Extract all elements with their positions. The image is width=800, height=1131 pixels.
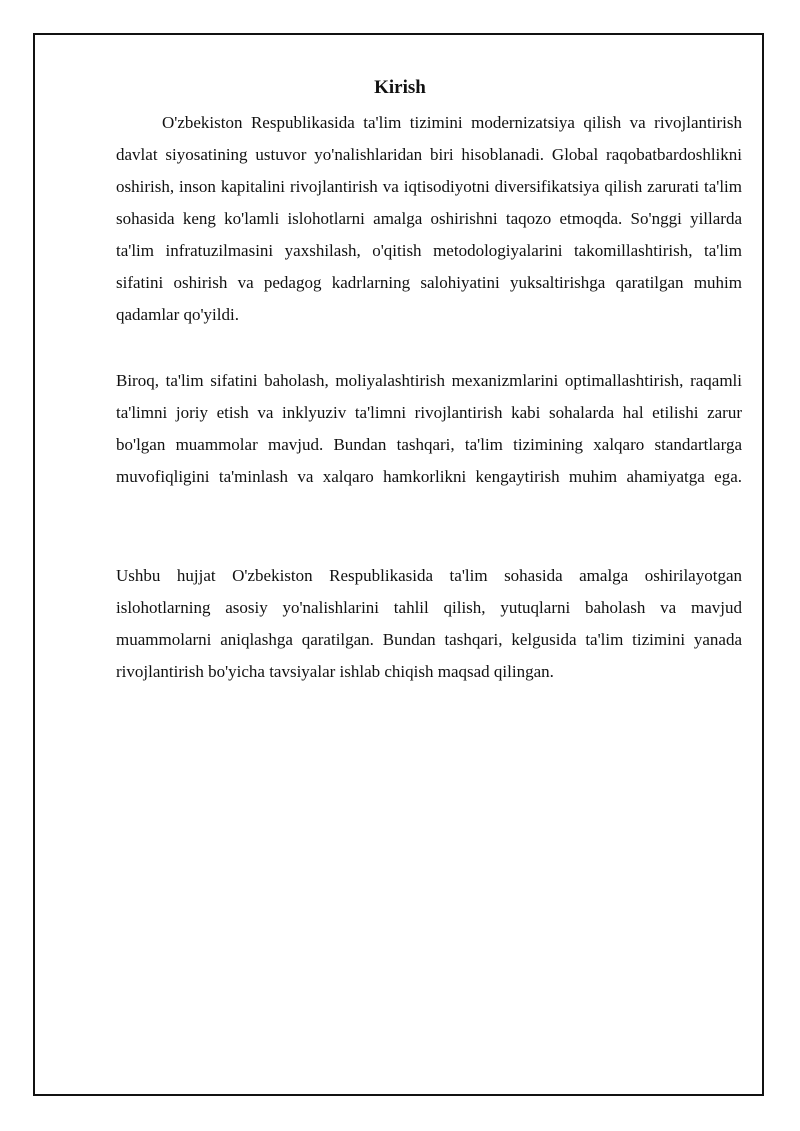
document-title: Kirish: [374, 77, 426, 98]
paragraph-intro: O'zbekiston Respublikasida ta'lim tizimini modernizatsiya qilish va rivojlantirish davlat siyosatining ustuvor yo'nalishlaridan biri hisoblanadi. Global raqobatbardoshlikni oshirish, inson kapitalini rivojlantirish va iqtisodiyotni diversifikatsiya qilish zarurati ta'lim sohasida keng ko'lamli islohotlarni amalga oshirishni taqozo etmoqda. So'nggi yillarda ta'lim infratuzilmasini yaxshilash, o'qitish metodologiyalarini takomillashtirish, ta'lim sifatini oshirish va pedagog kadrlarning salohiyatini yuksaltirishga qaratilgan muhim qadamlar qo'yildi.: [116, 113, 742, 324]
paragraph-problems: Biroq, ta'lim sifatini baholash, moliyalashtirish mexanizmlarini optimallashtirish, raqamli ta'limni joriy etish va inklyuziv ta'limni rivojlantirish kabi sohalarda hal etilishi zarur bo'lgan muammolar mavjud. Bundan tashqari, ta'lim tizimining xalqaro standartlarga muvofiqligini ta'minlash va xalqaro hamkorlikni kengaytirish muhim ahamiyatga ega.: [116, 371, 742, 486]
paragraph-purpose: Ushbu hujjat O'zbekiston Respublikasida ta'lim sohasida amalga oshirilayotgan islohotlarning asosiy yo'nalishlarini tahlil qilish, yutuqlarni baholash va mavjud muammolarni aniqlashga qaratilgan. Bundan tashqari, kelgusida ta'lim tizimini yanada rivojlantirish bo'yicha tavsiyalar ishlab chiqish maqsad qilingan.: [116, 566, 742, 681]
